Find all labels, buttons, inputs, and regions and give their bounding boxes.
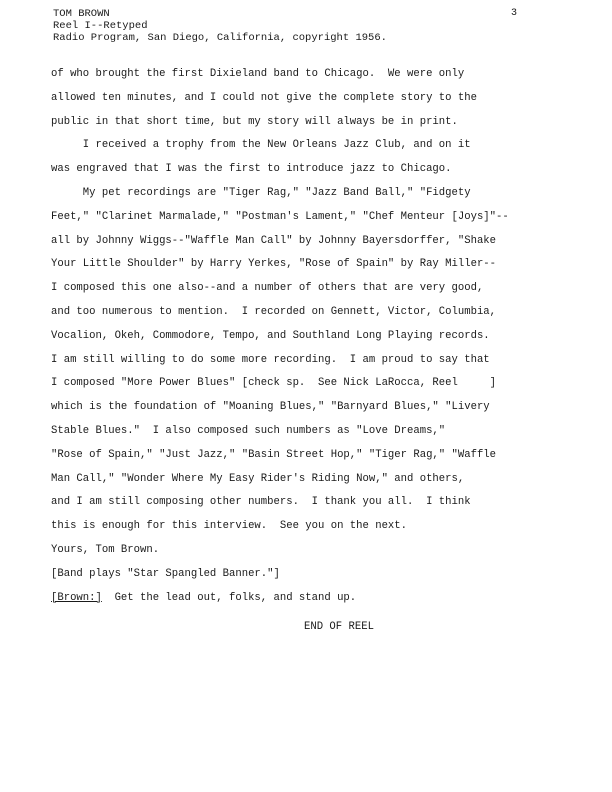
transcript-line: Stable Blues." I also composed such numbers as "Love Dreams," — [51, 424, 446, 437]
speaker-label: [Brown:] — [51, 591, 102, 604]
transcript-line: Yours, Tom Brown. — [51, 543, 160, 556]
speaker-text: Get the lead out, folks, and stand up. — [101, 591, 357, 604]
document-header — [53, 8, 387, 44]
transcript-line: Feet," "Clarinet Marmalade," "Postman's Lament," "Chef Menteur [Joys]"-- — [51, 210, 509, 223]
interviewee-name: TOM BROWN — [53, 8, 110, 20]
end-of-reel-label: END OF REEL — [304, 621, 374, 633]
transcript-line: and I am still composing other numbers. I thank you all. I think — [51, 496, 471, 509]
transcript-line: [Band plays "Star Spangled Banner."] — [51, 567, 280, 580]
transcript-line: and too numerous to mention. I recorded on Gennett, Victor, Columbia, — [51, 305, 497, 318]
transcript-line: I composed "More Power Blues" [check sp. See Nick LaRocca, Reel ] — [51, 377, 497, 390]
transcript-line: My pet recordings are "Tiger Rag," "Jazz Band Ball," "Fidgety — [51, 186, 471, 199]
transcript-line: I received a trophy from the New Orleans Jazz Club, and on it — [51, 139, 471, 152]
transcript-line: Man Call," "Wonder Where My Easy Rider's Riding Now," and others, — [51, 472, 465, 485]
transcript-body — [51, 66, 551, 613]
page-number: 3 — [511, 8, 518, 19]
transcript-line: allowed ten minutes, and I could not give the complete story to the — [51, 91, 477, 104]
transcript-line: I am still willing to do some more recording. I am proud to say that — [51, 353, 490, 366]
reel-label: Reel I--Retyped — [53, 20, 148, 32]
transcript-line: Vocalion, Okeh, Commodore, Tempo, and Southland Long Playing records. — [51, 329, 490, 342]
transcript-line: all by Johnny Wiggs--"Waffle Man Call" by Johnny Bayersdorffer, "Shake — [51, 234, 497, 247]
transcript-line: of who brought the first Dixieland band to Chicago. We were only — [51, 68, 465, 80]
transcript-line: public in that short time, but my story will always be in print. — [51, 115, 458, 128]
transcript-line: "Rose of Spain," "Just Jazz," "Basin Street Hop," "Tiger Rag," "Waffle — [51, 448, 497, 461]
transcript-line: Your Little Shoulder" by Harry Yerkes, "Rose of Spain" by Ray Miller-- — [51, 258, 497, 271]
transcript-line: I composed this one also--and a number of others that are very good, — [51, 282, 484, 295]
transcript-line: this is enough for this interview. See you on the next. — [51, 520, 408, 533]
final-transcript-line — [51, 590, 551, 614]
transcript-line: was engraved that I was the first to introduce jazz to Chicago. — [51, 163, 452, 176]
program-info: Radio Program, San Diego, California, copyright 1956. — [53, 32, 387, 44]
transcript-line: which is the foundation of "Moaning Blues," "Barnyard Blues," "Livery — [51, 401, 490, 414]
